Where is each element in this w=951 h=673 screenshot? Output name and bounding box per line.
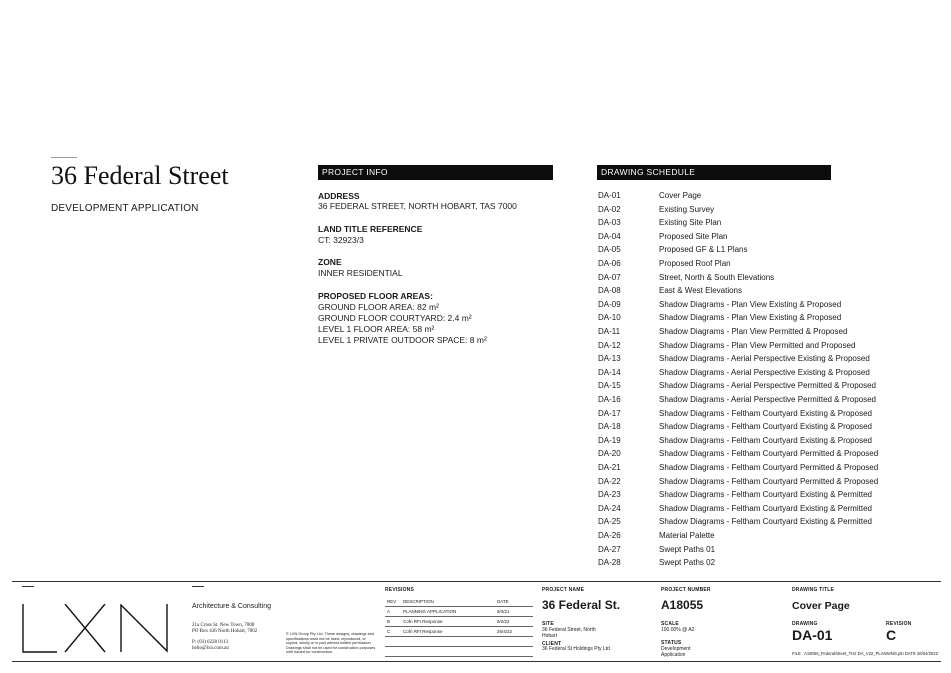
drawing-name: Proposed Site Plan <box>659 231 728 241</box>
drawing-code: DA-05 <box>598 245 621 255</box>
list-item <box>598 216 938 230</box>
page-title: 36 Federal Street <box>51 161 229 190</box>
drawing-name: Existing Survey <box>659 204 715 214</box>
list-item <box>598 284 938 298</box>
list-item <box>598 271 938 285</box>
title-block-bottom-rule <box>12 661 941 662</box>
date-header: DATE <box>495 597 533 607</box>
drawing-schedule-heading: DRAWING SCHEDULE <box>597 165 831 180</box>
status-label: STATUS <box>661 640 682 646</box>
drawing-code: DA-13 <box>598 354 621 364</box>
company-email[interactable]: hello@lxn.com.au <box>192 646 229 651</box>
date-label: DATE <box>904 651 916 656</box>
drawing-code: DA-24 <box>598 503 621 513</box>
drawing-name: Shadow Diagrams - Aerial Perspective Existing & Proposed <box>659 354 870 364</box>
floor-areas-label: PROPOSED FLOOR AREAS: <box>318 291 433 301</box>
drawing-name: Shadow Diagrams - Feltham Courtyard Permitted & Proposed <box>659 449 879 459</box>
list-item <box>598 543 938 557</box>
list-item <box>598 393 938 407</box>
drawing-code: DA-15 <box>598 381 621 391</box>
drawing-name: Shadow Diagrams - Aerial Perspective Permitted & Proposed <box>659 395 876 404</box>
drawing-name: Shadow Diagrams - Plan View Existing & Proposed <box>659 299 842 309</box>
list-item <box>598 379 938 393</box>
list-item <box>598 434 938 448</box>
zone-label: ZONE <box>318 257 342 267</box>
date-cell: 26/4/22 <box>495 627 533 637</box>
table-row <box>385 647 533 657</box>
floor-area-item: GROUND FLOOR AREA: 82 m² <box>318 302 439 312</box>
project-info-heading: PROJECT INFO <box>318 165 553 180</box>
revision-value: C <box>886 627 897 643</box>
drawing-code: DA-06 <box>598 259 621 268</box>
list-item <box>598 339 938 353</box>
drawing-code: DA-02 <box>598 204 621 214</box>
list-item <box>598 488 938 502</box>
table-row <box>385 637 533 647</box>
page-subtitle: DEVELOPMENT APPLICATION <box>51 203 199 214</box>
logo-accent-rule <box>22 586 34 587</box>
drawing-code: DA-11 <box>598 327 621 336</box>
drawing-code: DA-16 <box>598 395 621 404</box>
floor-area-item: GROUND FLOOR COURTYARD: 2.4 m² <box>318 313 472 323</box>
project-number-value: A18055 <box>661 598 704 612</box>
drawing-name: Shadow Diagrams - Plan View Existing & Proposed <box>659 313 842 323</box>
list-item <box>598 366 938 380</box>
drawing-label: DRAWING <box>792 621 818 627</box>
description-cell: Cofri RFI Response <box>401 627 495 637</box>
drawing-name: Shadow Diagrams - Feltham Courtyard Existing & Permitted <box>659 517 872 527</box>
list-item <box>598 407 938 421</box>
drawing-name: Proposed GF & L1 Plans <box>659 245 748 255</box>
drawing-code: DA-19 <box>598 435 621 445</box>
company-address-line: PO Box 436 North Hobart, 7002 <box>192 629 258 634</box>
rev-cell: B <box>385 617 401 627</box>
date-cell: 9/3/21 <box>495 607 533 617</box>
table-row <box>385 617 533 627</box>
floor-area-item: LEVEL 1 PRIVATE OUTDOOR SPACE: 8 m² <box>318 335 487 345</box>
date-value: 26/04/2022 <box>916 651 938 656</box>
drawing-name: Shadow Diagrams - Plan View Permitted & Proposed <box>659 327 848 336</box>
list-item <box>598 420 938 434</box>
project-number-label: PROJECT NUMBER <box>661 587 711 593</box>
description-header: DESCRIPTION <box>401 597 495 607</box>
table-row <box>385 627 533 637</box>
drawing-name: Shadow Diagrams - Feltham Courtyard Existing & Proposed <box>659 408 872 418</box>
company-tagline: Architecture & Consulting <box>192 603 271 610</box>
drawing-name: East & West Elevations <box>659 286 742 296</box>
lxn-logo <box>21 604 173 654</box>
client-value: 36 Federal St Holdings Pty Ltd <box>542 646 610 652</box>
land-title-label: LAND TITLE REFERENCE <box>318 224 423 234</box>
file-value: A18055_FederalStreet_TH2 DA_V22_PLANNING.pln <box>804 651 904 656</box>
zone-value: INNER RESIDENTIAL <box>318 268 403 278</box>
drawing-code: DA-20 <box>598 449 621 459</box>
rev-cell: C <box>385 627 401 637</box>
title-accent-rule <box>51 157 77 158</box>
drawing-code: DA-18 <box>598 422 621 432</box>
drawing-name: Shadow Diagrams - Feltham Courtyard Permitted & Proposed <box>659 463 879 472</box>
copyright-notice: © LXN Group Pty. Ltd. These designs, drawings and specifications must not be used, reproduced, or copied, wholly or in part without written permission. Drawings shall not be used for construction purposes until issued for construction. <box>286 632 376 655</box>
drawing-name: Shadow Diagrams - Plan View Permitted and Proposed <box>659 340 856 350</box>
site-label: SITE <box>542 621 554 627</box>
rev-cell: A <box>385 607 401 617</box>
drawing-code: DA-26 <box>598 531 621 540</box>
drawing-code: DA-23 <box>598 490 621 500</box>
revision-label: REVISION <box>886 621 912 627</box>
drawing-name: Street, North & South Elevations <box>659 272 775 282</box>
company-phone: P: (03) 6228 0113 <box>192 640 229 645</box>
drawing-code: DA-17 <box>598 408 621 418</box>
scale-value: 100.00% @ A2 <box>661 627 695 633</box>
drawing-code: DA-28 <box>598 558 621 568</box>
list-item <box>598 475 938 489</box>
list-item <box>598 189 938 203</box>
list-item <box>598 502 938 516</box>
company-accent-rule <box>192 586 204 587</box>
drawing-name: Cover Page <box>659 191 702 200</box>
list-item <box>598 515 938 529</box>
drawing-title-value: Cover Page <box>792 600 850 612</box>
drawing-code: DA-01 <box>598 191 621 200</box>
drawing-code: DA-12 <box>598 340 621 350</box>
drawing-name: Shadow Diagrams - Feltham Courtyard Existing & Proposed <box>659 422 872 432</box>
revisions-label: REVISIONS <box>385 587 415 593</box>
drawing-code: DA-14 <box>598 367 621 377</box>
floor-area-item: LEVEL 1 FLOOR AREA: 58 m² <box>318 324 435 334</box>
project-name-label: PROJECT NAME <box>542 587 585 593</box>
drawing-code: DA-04 <box>598 231 621 241</box>
drawing-name: Shadow Diagrams - Feltham Courtyard Existing & Permitted <box>659 490 872 500</box>
company-address-line: 21a Cross St. New Town, 7008 <box>192 623 255 628</box>
description-cell: Cofri RFI Response <box>401 617 495 627</box>
drawing-name: Shadow Diagrams - Feltham Courtyard Existing & Proposed <box>659 435 872 445</box>
list-item <box>598 311 938 325</box>
rev-header: REV <box>385 597 401 607</box>
scale-label: SCALE <box>661 621 679 627</box>
site-value: 36 Federal Street, North Hobart <box>542 627 596 639</box>
file-label: FILE <box>792 651 801 656</box>
list-item <box>598 243 938 257</box>
drawing-number-value: DA-01 <box>792 627 833 643</box>
date-cell: 8/2/22 <box>495 617 533 627</box>
list-item <box>598 257 938 271</box>
list-item <box>598 325 938 339</box>
drawing-name: Swept Paths 01 <box>659 544 716 554</box>
list-item <box>598 298 938 312</box>
drawing-code: DA-22 <box>598 476 621 486</box>
status-value: Development Application <box>661 646 691 658</box>
drawing-code: DA-25 <box>598 517 621 527</box>
drawing-name: Shadow Diagrams - Feltham Courtyard Permitted & Proposed <box>659 476 879 486</box>
address-value: 36 FEDERAL STREET, NORTH HOBART, TAS 7000 <box>318 201 517 211</box>
drawing-code: DA-03 <box>598 218 621 228</box>
revisions-table <box>385 597 533 657</box>
list-item <box>598 556 938 570</box>
list-item <box>598 447 938 461</box>
list-item <box>598 203 938 217</box>
drawing-code: DA-10 <box>598 313 621 323</box>
drawing-name: Material Palette <box>659 531 715 540</box>
list-item <box>598 352 938 366</box>
drawing-name: Proposed Roof Plan <box>659 259 731 268</box>
drawing-name: Shadow Diagrams - Aerial Perspective Permitted & Proposed <box>659 381 876 391</box>
drawing-code: DA-09 <box>598 299 621 309</box>
table-row <box>385 607 533 617</box>
drawing-title-label: DRAWING TITLE <box>792 587 835 593</box>
description-cell: PLANNING APPLICATION <box>401 607 495 617</box>
drawing-code: DA-07 <box>598 272 621 282</box>
list-item <box>598 230 938 244</box>
drawing-code: DA-08 <box>598 286 621 296</box>
land-title-value: CT: 32923/3 <box>318 235 364 245</box>
drawing-name: Swept Paths 02 <box>659 558 716 568</box>
list-item <box>598 461 938 475</box>
list-item <box>598 529 938 543</box>
title-block-top-rule <box>12 581 941 582</box>
project-name-value: 36 Federal St. <box>542 598 621 612</box>
address-label: ADDRESS <box>318 191 360 201</box>
drawing-name: Existing Site Plan <box>659 218 722 228</box>
revisions-header-row <box>385 597 533 607</box>
drawing-code: DA-21 <box>598 463 621 472</box>
drawing-schedule-list <box>598 189 938 574</box>
drawing-name: Shadow Diagrams - Aerial Perspective Existing & Proposed <box>659 367 870 377</box>
file-info <box>792 651 939 656</box>
drawing-name: Shadow Diagrams - Feltham Courtyard Existing & Permitted <box>659 503 872 513</box>
drawing-code: DA-27 <box>598 544 621 554</box>
client-label: CLIENT <box>542 641 562 647</box>
